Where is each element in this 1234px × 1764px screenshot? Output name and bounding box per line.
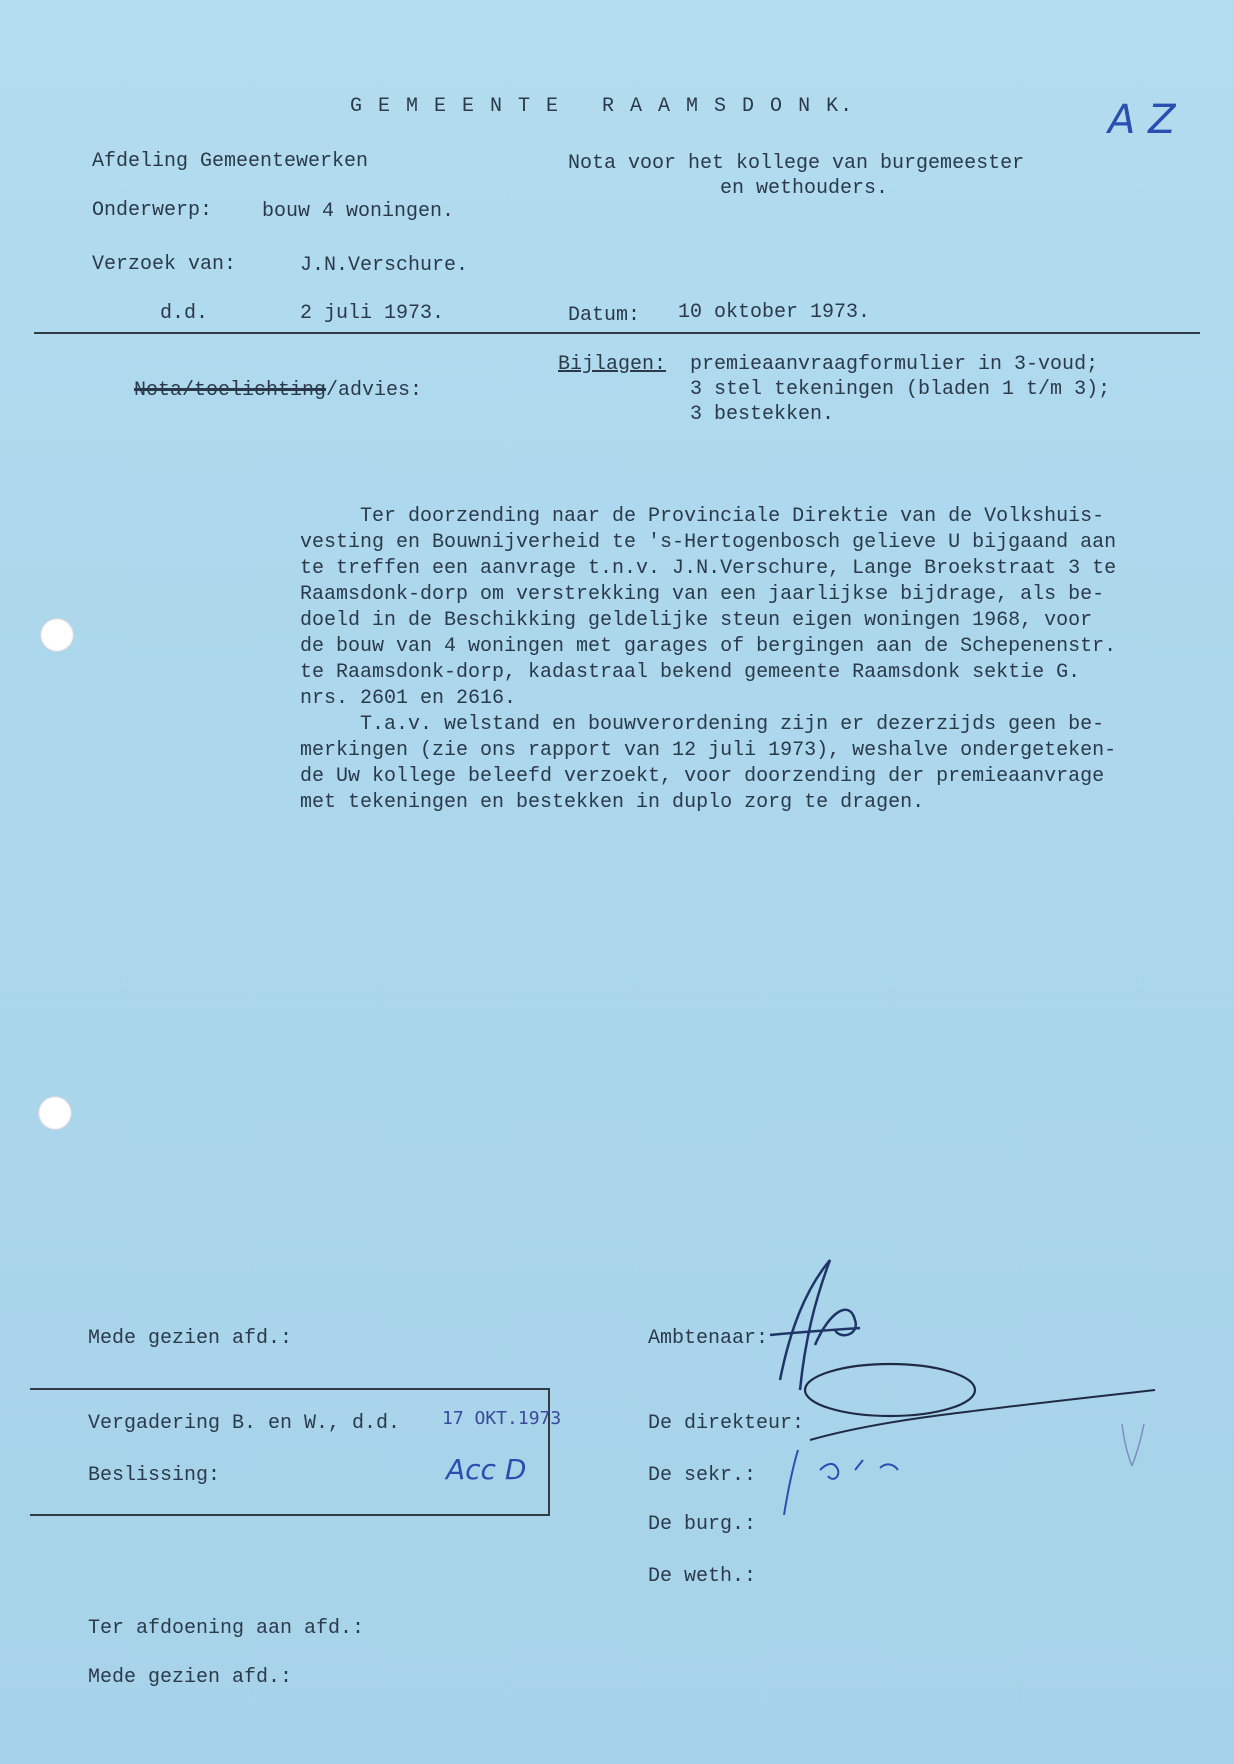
body-line: T.a.v. welstand en bouwverordening zijn er dezerzijds geen be- <box>300 713 1105 736</box>
body-line: Raamsdonk-dorp om verstrekking van een jaarlijkse bijdrage, als be- <box>300 583 1105 606</box>
sekr-signature-icon <box>780 1440 960 1520</box>
handwritten-code: A Z <box>1108 97 1176 143</box>
mede-gezien-label-2: Mede gezien afd.: <box>88 1666 293 1689</box>
nota-heading-line1: Nota voor het kollege van burgemeester <box>568 152 1025 175</box>
punch-hole-bottom <box>38 1096 72 1130</box>
advice-suffix: /advies: <box>326 379 423 402</box>
body-line: met tekeningen en bestekken in duplo zorg te dragen. <box>300 791 925 814</box>
meeting-label: Vergadering B. en W., d.d. <box>88 1412 401 1435</box>
afdoening-label: Ter afdoening aan afd.: <box>88 1617 365 1640</box>
document-title: G E M E E N T E R A A M S D O N K. <box>350 95 855 118</box>
header-divider <box>34 332 1200 334</box>
meeting-box-top <box>30 1388 550 1390</box>
body-line: doeld in de Beschikking geldelijke steun eigen woningen 1968, voor <box>300 609 1093 632</box>
attachments-label: Bijlagen: <box>558 353 667 376</box>
request-value: J.N.Verschure. <box>300 254 469 277</box>
dd-value: 2 juli 1973. <box>300 302 445 325</box>
dd-label: d.d. <box>160 302 209 325</box>
nota-heading-line2: en wethouders. <box>720 177 889 200</box>
subject-label: Onderwerp: <box>92 199 213 222</box>
meeting-box-bottom <box>30 1514 550 1516</box>
direkteur-label: De direkteur: <box>648 1412 805 1435</box>
body-line: de Uw kollege beleefd verzoekt, voor doorzending der premieaanvrage <box>300 765 1105 788</box>
decision-handwritten: Acc D <box>446 1453 527 1486</box>
body-line: vesting en Bouwnijverheid te 's-Hertogenbosch gelieve U bijgaand aan <box>300 531 1117 554</box>
body-line: Ter doorzending naar de Provinciale Direktie van de Volkshuis- <box>300 505 1105 528</box>
sekr-label: De sekr.: <box>648 1464 757 1487</box>
ambtenaar-label: Ambtenaar: <box>648 1327 769 1350</box>
body-line: merkingen (zie ons rapport van 12 juli 1973), weshalve ondergeteken- <box>300 739 1117 762</box>
margin-mark-icon <box>1118 1420 1148 1470</box>
decision-label: Beslissing: <box>88 1464 221 1487</box>
mede-gezien-label-1: Mede gezien afd.: <box>88 1327 293 1350</box>
weth-label: De weth.: <box>648 1565 757 1588</box>
department-label: Afdeling Gemeentewerken <box>92 150 369 173</box>
attachment-3: 3 bestekken. <box>690 403 835 426</box>
body-line: te treffen een aanvrage t.n.v. J.N.Verschure, Lange Broekstraat 3 te <box>300 557 1117 580</box>
date-label: Datum: <box>568 304 641 327</box>
attachment-1: premieaanvraagformulier in 3-voud; <box>690 353 1099 376</box>
meeting-date-stamp: 17 OKT.1973 <box>442 1408 562 1429</box>
punch-hole-top <box>40 618 74 652</box>
burg-label: De burg.: <box>648 1513 757 1536</box>
request-label: Verzoek van: <box>92 253 237 276</box>
body-line: de bouw van 4 woningen met garages of bergingen aan de Schepenenstr. <box>300 635 1117 658</box>
attachment-2: 3 stel tekeningen (bladen 1 t/m 3); <box>690 378 1111 401</box>
advice-heading <box>86 352 422 430</box>
date-value: 10 oktober 1973. <box>678 301 871 324</box>
struck-label: Nota/toelichting <box>134 379 327 402</box>
body-line: nrs. 2601 en 2616. <box>300 687 517 710</box>
subject-value: bouw 4 woningen. <box>262 200 455 223</box>
body-line: te Raamsdonk-dorp, kadastraal bekend gemeente Raamsdonk sektie G. <box>300 661 1081 684</box>
